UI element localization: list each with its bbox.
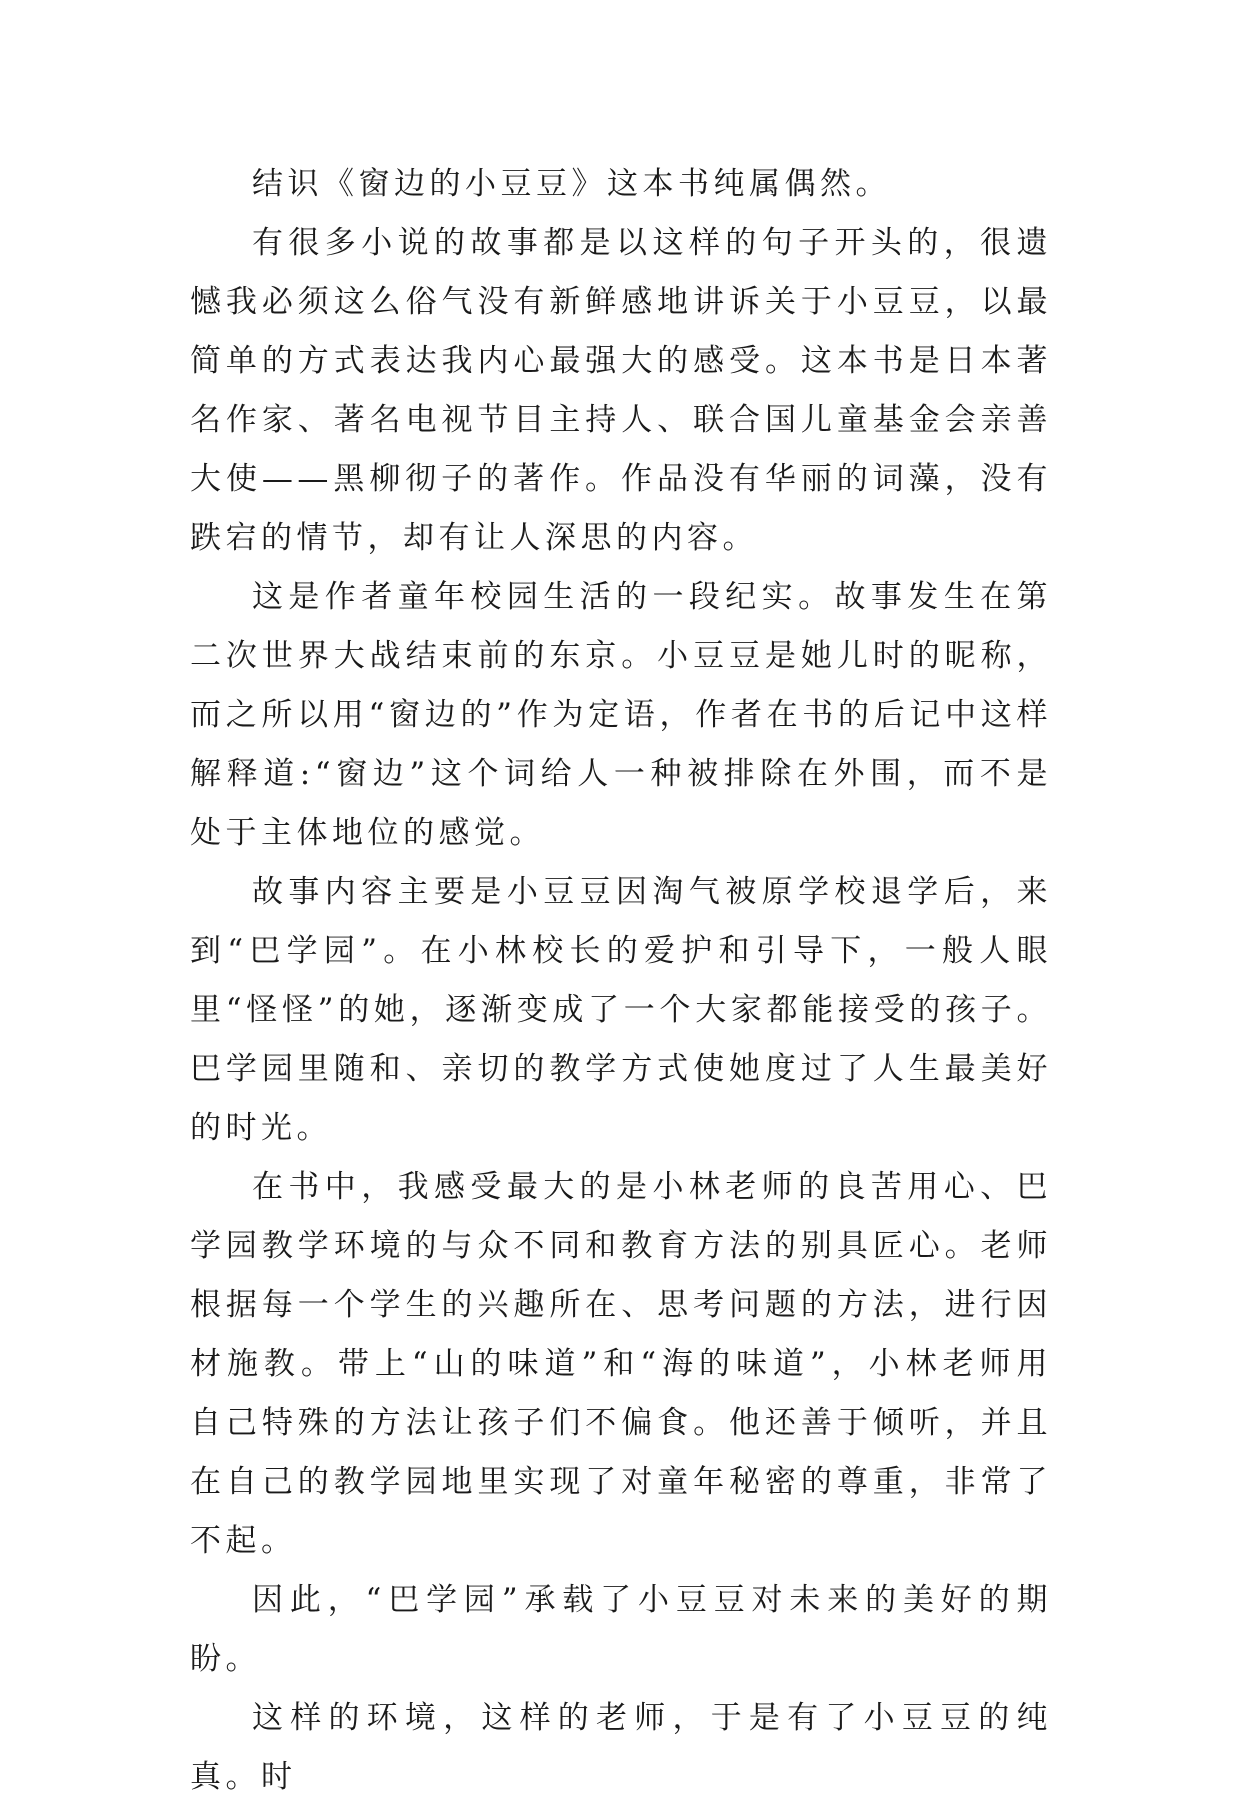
paragraph-6: 因此，“巴学园”承载了小豆豆对未来的美好的期盼。 [190, 1582, 1052, 1677]
paragraph-5: 在书中，我感受最大的是小林老师的良苦用心、巴学园教学环境的与众不同和教育方法的别具匠心。老师根据每一个学生的兴趣所在、思考问题的方法，进行因材施教。带上“山的味道”和“海的味道”，小林老师用自己特殊的方法让孩子们不偏食。他还善于倾听，并且在自己的教学园地里实现了对童年秘密的尊重，非常了不起。 [190, 1169, 1052, 1559]
paragraph-2: 有很多小说的故事都是以这样的句子开头的，很遗憾我必须这么俗气没有新鲜感地讲诉关于小豆豆，以最简单的方式表达我内心最强大的感受。这本书是日本著名作家、著名电视节目主持人、联合国儿童基金会亲善大使——黑柳彻子的著作。作品没有华丽的词藻，没有跌宕的情节，却有让人深思的内容。 [190, 225, 1052, 556]
paragraph-3: 这是作者童年校园生活的一段纪实。故事发生在第二次世界大战结束前的东京。小豆豆是她儿时的昵称，而之所以用“窗边的”作为定语，作者在书的后记中这样解释道:“窗边”这个词给人一种被排除在外围，而不是处于主体地位的感觉。 [190, 579, 1052, 851]
paragraph-7: 这样的环境，这样的老师，于是有了小豆豆的纯真。时 [190, 1700, 1052, 1795]
paragraph-4: 故事内容主要是小豆豆因淘气被原学校退学后，来到“巴学园”。在小林校长的爱护和引导下，一般人眼里“怪怪”的她，逐渐变成了一个大家都能接受的孩子。巴学园里随和、亲切的教学方式使她度过了人生最美好的时光。 [190, 874, 1052, 1146]
paragraph-1: 结识《窗边的小豆豆》这本书纯属偶然。 [252, 166, 891, 202]
body-text [190, 155, 1052, 1807]
